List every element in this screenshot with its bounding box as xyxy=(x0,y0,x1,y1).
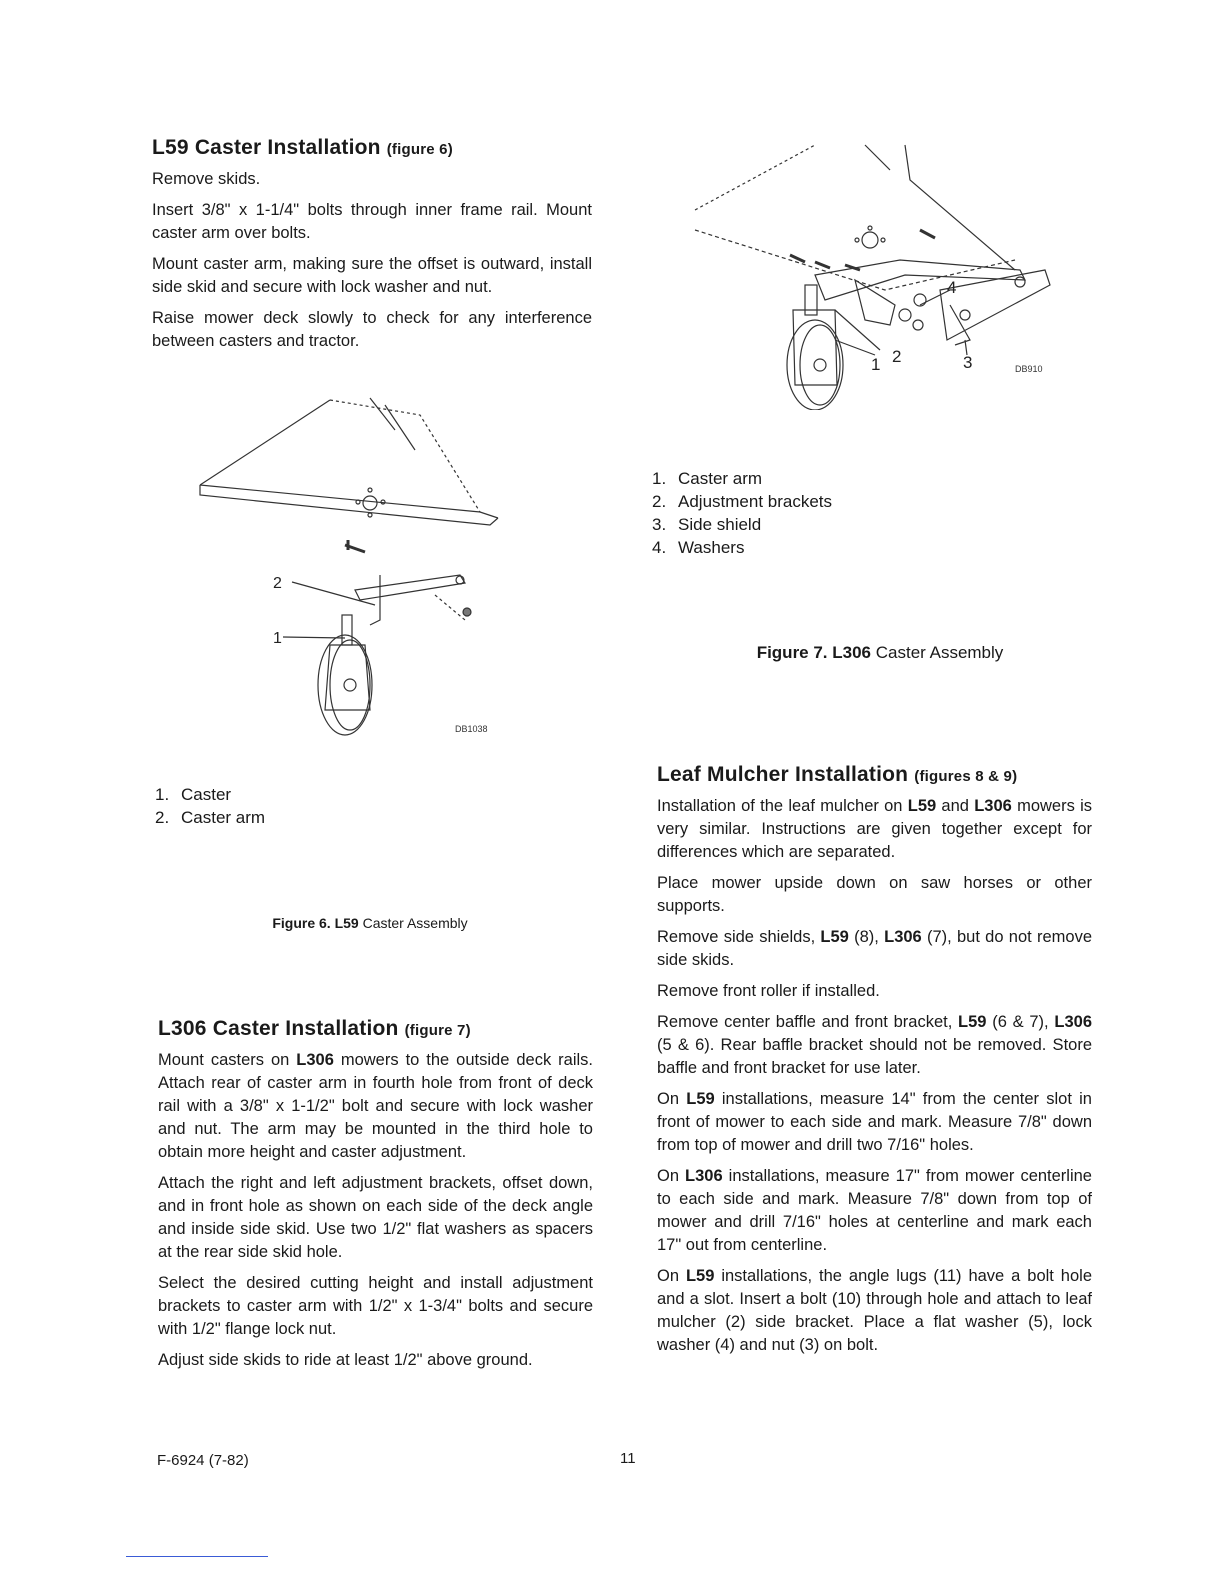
legend-item: 2. Caster arm xyxy=(155,808,266,827)
figure-code: DB1038 xyxy=(455,724,488,734)
legend-item: 1. Caster xyxy=(155,785,232,804)
callout-3: 3 xyxy=(963,353,973,372)
l306-step-3: Select the desired cutting height and install adjustment brackets to caster arm with 1/2" x 1-3/4" bolts and secure with 1/2" flange lock nut. xyxy=(158,1274,593,1338)
figure-7-legend xyxy=(652,467,952,559)
legend-item: 2. Adjustment brackets xyxy=(652,492,833,511)
legend-item: 3. Side shield xyxy=(652,515,762,534)
mulcher-step-7: On L306 installations, measure 17" from mower centerline to each side and mark. Measure 7/8" down from top of mower and drill 7/16" holes at centerline and mark each 17" out from centerline. xyxy=(657,1167,1092,1254)
callout-4: 4 xyxy=(947,278,957,297)
mulcher-step-8: On L59 installations, the angle lugs (11) have a bolt hole and a slot. Insert a bolt (10) through hole and attach to leaf mulcher (2) side bracket. Place a flat washer (5), lock washer (4) and nut (3) on bolt. xyxy=(657,1267,1092,1354)
mulcher-step-6: On L59 installations, measure 14" from the center slot in front of mower to each side and mark. Measure 7/8" down from top of mower and drill two 7/16" holes. xyxy=(657,1090,1092,1154)
l59-step-1: Remove skids. xyxy=(152,170,261,188)
figure-7-drawing xyxy=(685,140,1065,410)
callout-2: 2 xyxy=(892,347,902,366)
legend-item: 1. Caster arm xyxy=(652,469,763,488)
left-column xyxy=(152,136,592,361)
figure-6-caption: Figure 6. L59 Caster Assembly xyxy=(272,915,468,931)
l59-step-4: Raise mower deck slowly to check for any interference between casters and tractor. xyxy=(152,309,592,350)
mulcher-step-1: Installation of the leaf mulcher on L59 and L306 mowers is very similar. Instructions are given together except for differences which are separated. xyxy=(657,797,1093,861)
leaf-mulcher-heading: Leaf Mulcher Installation (figures 8 & 9) xyxy=(657,763,1018,786)
l306-heading: L306 Caster Installation (figure 7) xyxy=(158,1017,471,1040)
leaf-mulcher-section xyxy=(657,763,1092,1365)
l59-step-3: Mount caster arm, making sure the offset is outward, install side skid and secure with lock washer and nut. xyxy=(152,255,592,296)
callout-1: 1 xyxy=(871,355,881,374)
mulcher-step-4: Remove front roller if installed. xyxy=(657,982,880,1000)
mulcher-step-3: Remove side shields, L59 (8), L306 (7), but do not remove side skids. xyxy=(657,928,1092,969)
l306-step-4: Adjust side skids to ride at least 1/2" above ground. xyxy=(158,1351,533,1369)
figure-6-legend xyxy=(155,783,455,829)
form-number: F-6924 (7-82) xyxy=(157,1452,249,1469)
callout-1: 1 xyxy=(273,630,282,647)
figure-7-caption: Figure 7. L306 Caster Assembly xyxy=(756,643,1004,662)
footer-rule xyxy=(126,1556,268,1557)
legend-item: 4. Washers xyxy=(652,538,745,557)
caster-assembly-illustration xyxy=(180,390,510,740)
mulcher-step-2: Place mower upside down on saw horses or other supports. xyxy=(657,874,1092,915)
l59-heading: L59 Caster Installation (figure 6) xyxy=(152,136,453,159)
mulcher-step-5: Remove center baffle and front bracket, L59 (6 & 7), L306 (5 & 6). Rear baffle bracket should not be removed. Store baffle and front bracket for use later. xyxy=(657,1013,1092,1077)
l306-caster-illustration xyxy=(685,140,1065,410)
l306-step-2: Attach the right and left adjustment brackets, offset down, and in front hole as shown on each side of the deck angle and inside side skid. Use two 1/2" flat washers as spacers at the rear side skid hole. xyxy=(158,1174,593,1261)
page-number: 11 xyxy=(620,1450,636,1467)
figure-6-drawing xyxy=(180,390,510,740)
callout-2: 2 xyxy=(273,575,282,592)
l59-step-2: Insert 3/8" x 1-1/4" bolts through inner frame rail. Mount caster arm over bolts. xyxy=(152,201,592,242)
l306-step-1: Mount casters on L306 mowers to the outside deck rails. Attach rear of caster arm in fourth hole from front of deck rail with a 3/8" x 1-1/2" bolt and secure with lock washer and nut. The arm may be mounted in the third hole to obtain more height and caster adjustment. xyxy=(158,1051,593,1161)
l306-section xyxy=(158,1017,593,1380)
figure-code: DB910 xyxy=(1015,364,1043,374)
